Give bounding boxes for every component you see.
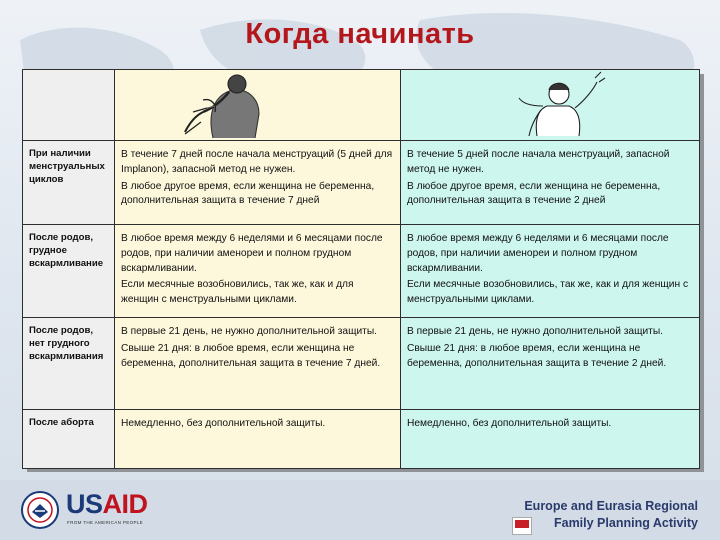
- jsi-logo: [512, 517, 532, 535]
- page-title: Когда начинать: [245, 18, 475, 50]
- table-row: [23, 318, 700, 410]
- cell-paragraph: В любое другое время, если женщина не беременна, дополнительная защита в течение 2 дней: [407, 180, 661, 207]
- woman-injection-icon: [115, 70, 401, 140]
- cell-paragraph: Свыше 21 дня: в любое время, если женщина не беременна, дополнительная защита в течение 7 дней.: [121, 342, 381, 369]
- blank-header-cell: [23, 70, 115, 141]
- usaid-wordmark: [66, 489, 148, 520]
- cell-paragraph: В любое время между 6 неделями и 6 месяцами после родов, при наличии аменореи и полном грудном вскармливании.: [121, 233, 383, 274]
- cell-paragraph: В любое другое время, если женщина не беременна, дополнительная защита в течение 7 дней: [121, 180, 375, 207]
- region-label: Europe and Eurasia Regional: [524, 499, 698, 513]
- when-to-start-table-container: [22, 69, 699, 467]
- table-row: [23, 225, 700, 318]
- cell-paragraph: В течение 5 дней после начала менструаций, запасной метод не нужен.: [407, 149, 670, 175]
- cell-paragraph: Немедленно, без дополнительной защиты.: [121, 418, 326, 429]
- cell-injection: [115, 318, 401, 410]
- cell-paragraph: Немедленно, без дополнительной защиты.: [407, 418, 612, 429]
- row-label: После аборта: [23, 410, 115, 469]
- usaid-aid: AID: [102, 489, 148, 519]
- usaid-us: US: [66, 489, 103, 519]
- header-cell-injection: [115, 70, 401, 141]
- cell-paragraph: В течение 7 дней после начала менструаций (5 дней для Implanon), запасной метод не нужен.: [121, 149, 393, 175]
- usaid-seal-icon: [20, 490, 60, 530]
- cell-injection: [115, 410, 401, 469]
- usaid-tagline: FROM THE AMERICAN PEOPLE: [67, 520, 144, 525]
- program-label: Family Planning Activity: [553, 516, 698, 530]
- cell-paragraph: В любое время между 6 неделями и 6 месяцами после родов, при наличии аменореи и полном грудном вскармливании.: [407, 233, 669, 274]
- cell-implant: [401, 318, 700, 410]
- table-row: [23, 410, 700, 469]
- when-to-start-table: [22, 69, 700, 469]
- cell-injection: [115, 225, 401, 318]
- cell-paragraph: В первые 21 день, не нужно дополнительной защиты.: [121, 326, 377, 337]
- usaid-logo: [20, 489, 150, 533]
- cell-implant: [401, 141, 700, 225]
- cell-implant: [401, 410, 700, 469]
- cell-implant: [401, 225, 700, 318]
- jsi-logo-mark: [515, 520, 529, 528]
- cell-paragraph: Если месячные возобновились, так же, как и для женщин с менструальными циклами.: [121, 279, 354, 306]
- cell-paragraph: В первые 21 день, не нужно дополнительной защиты.: [407, 326, 663, 337]
- cell-paragraph: Свыше 21 дня: в любое время, если женщина не беременна, дополнительная защита в течение 2 дней.: [407, 342, 667, 369]
- row-label: При наличии менструальных циклов: [23, 141, 115, 225]
- row-label: После родов, грудное вскармливание: [23, 225, 115, 318]
- cell-injection: [115, 141, 401, 225]
- row-label: После родов, нет грудного вскармливания: [23, 318, 115, 410]
- woman-implant-arm-icon: [401, 70, 700, 140]
- table-row: [23, 141, 700, 225]
- header-cell-implant: [401, 70, 700, 141]
- cell-paragraph: Если месячные возобновились, так же, как и для женщин с менструальными циклами.: [407, 279, 689, 306]
- table-header-row: [23, 70, 700, 141]
